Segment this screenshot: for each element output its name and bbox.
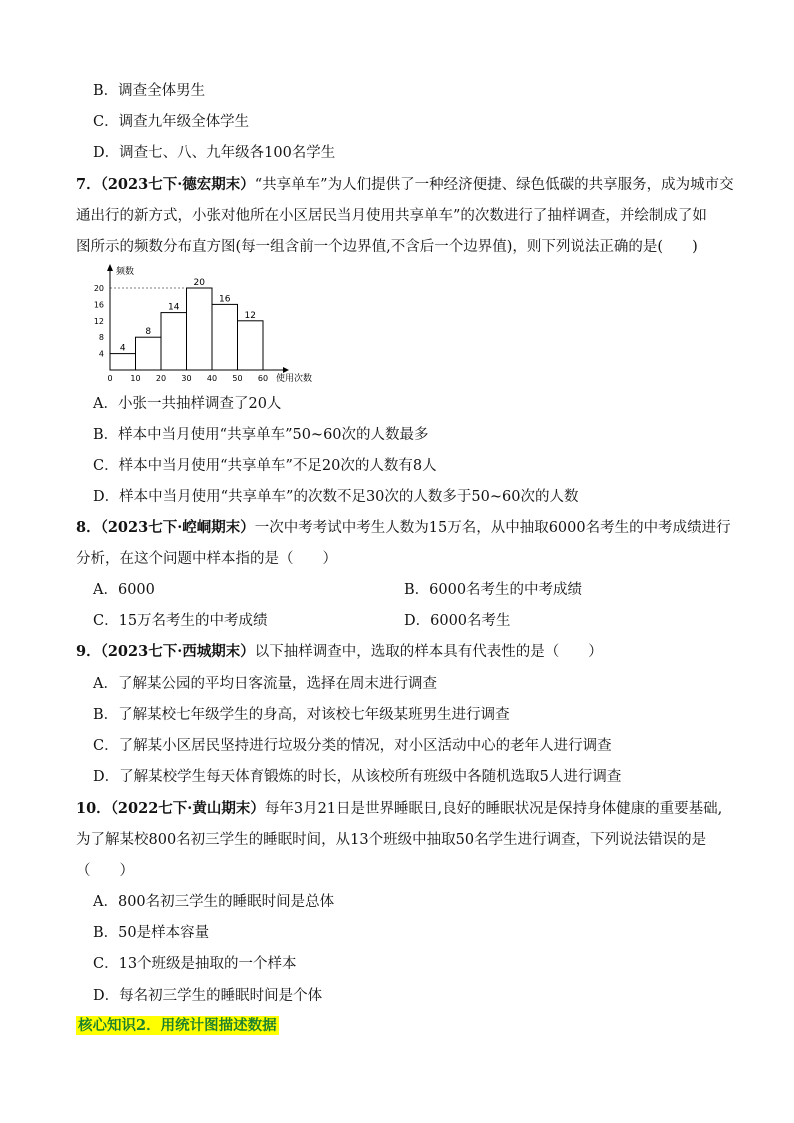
question-8-line-1 bbox=[76, 518, 731, 538]
question-source: （2023七下·崆峒期末） bbox=[100, 519, 255, 536]
x-tick-label: 50 bbox=[232, 374, 243, 383]
question-text: 以下抽样调查中，选取的样本具有代表性的是（ ） bbox=[254, 644, 603, 660]
bar-value-label: 20 bbox=[193, 278, 205, 288]
q8-option-b: B．6000名考生的中考成绩 bbox=[404, 582, 583, 598]
question-7-line-1 bbox=[76, 175, 734, 195]
y-tick-label: 20 bbox=[93, 284, 104, 293]
q9-option-c: C．了解某小区居民坚持进行垃圾分类的情况，对小区活动中心的老年人进行调查 bbox=[93, 738, 612, 754]
frequency-histogram bbox=[88, 264, 338, 386]
question-number: 10． bbox=[76, 800, 111, 817]
question-9-line-1 bbox=[76, 642, 603, 662]
question-source: （2023七下·德宏期末） bbox=[100, 176, 255, 193]
q10-option-b: B．50是样本容量 bbox=[93, 925, 210, 941]
q6-option-c: C．调查九年级全体学生 bbox=[93, 114, 250, 130]
y-tick-label: 4 bbox=[98, 349, 104, 359]
x-axis-label: 使用次数 bbox=[276, 374, 313, 384]
q8-option-d: D．6000名考生 bbox=[404, 613, 511, 629]
x-axis-arrow bbox=[283, 367, 289, 373]
x-tick-label: 40 bbox=[206, 374, 218, 383]
y-tick-label: 12 bbox=[93, 316, 104, 326]
question-8-line-2: 分析，在这个问题中样本指的是（ ） bbox=[76, 551, 337, 567]
question-7-line-3: 图所示的频数分布直方图(每一组含前一个边界值,不含后一个边界值)，则下列说法正确的是( ) bbox=[76, 239, 698, 255]
question-text: “共享单车”为人们提供了一种经济便捷、绿色低碳的共享服务，成为城市交 bbox=[254, 177, 734, 193]
y-axis-arrow bbox=[107, 264, 113, 271]
question-source: （2022七下·黄山期末） bbox=[110, 800, 265, 817]
q7-option-c: C．样本中当月使用“共享单车”不足20次的人数有8人 bbox=[93, 458, 437, 474]
bar-value-label: 16 bbox=[219, 294, 231, 305]
question-10-line-3: （ ） bbox=[76, 863, 134, 879]
q9-option-d: D．了解某校学生每天体育锻炼的时长，从该校所有班级中各随机选取5人进行调查 bbox=[93, 769, 622, 785]
x-tick-label: 0 bbox=[107, 374, 113, 383]
q7-option-a: A．小张一共抽样调查了20人 bbox=[93, 396, 282, 412]
q7-option-d: D．样本中当月使用“共享单车”的次数不足30次的人数多于50~60次的人数 bbox=[93, 489, 579, 505]
question-number: 8． bbox=[76, 519, 101, 536]
q7-option-b: B．样本中当月使用“共享单车”50~60次的人数最多 bbox=[93, 427, 429, 443]
histogram-bar bbox=[161, 313, 187, 370]
question-number: 9． bbox=[76, 643, 101, 660]
histogram-bar bbox=[110, 354, 136, 370]
section-heading-text: 核心知识2．用统计图描述数据 bbox=[78, 1017, 277, 1034]
histogram-bar bbox=[238, 321, 264, 370]
question-text: 每年3月21日是世界睡眠日,良好的睡眠状况是保持身体健康的重要基础, bbox=[264, 801, 723, 817]
q6-option-b: B．调查全体男生 bbox=[93, 83, 206, 99]
x-tick-label: 30 bbox=[181, 374, 192, 383]
histogram-bar bbox=[187, 288, 213, 370]
histogram-bar bbox=[212, 304, 238, 370]
question-10-line-2: 为了解某校800名初三学生的睡眠时间，从13个班级中抽取50名学生进行调查，下列说法错误的是 bbox=[76, 832, 707, 848]
question-10-line-1 bbox=[76, 799, 722, 819]
section-heading bbox=[76, 1016, 279, 1036]
q8-option-a: A．6000 bbox=[93, 582, 155, 598]
q8-option-c: C．15万名考生的中考成绩 bbox=[93, 613, 268, 629]
bar-value-label: 8 bbox=[145, 327, 152, 338]
q6-option-d: D．调查七、八、九年级各100名学生 bbox=[93, 145, 336, 161]
q10-option-c: C．13个班级是抽取的一个样本 bbox=[93, 956, 297, 972]
y-tick-label: 8 bbox=[98, 333, 104, 343]
x-tick-label: 20 bbox=[155, 374, 167, 383]
q9-option-a: A．了解某公园的平均日客流量，选择在周末进行调查 bbox=[93, 676, 437, 692]
y-tick-label: 16 bbox=[93, 300, 104, 310]
question-source: （2023七下·西城期末） bbox=[100, 643, 255, 660]
q9-option-b: B．了解某校七年级学生的身高，对该校七年级某班男生进行调查 bbox=[93, 707, 510, 723]
histogram-bar bbox=[136, 337, 162, 370]
bar-value-label: 14 bbox=[168, 302, 180, 313]
question-text: 一次中考考试中考生人数为15万名，从中抽取6000名考生的中考成绩进行 bbox=[254, 520, 731, 536]
question-7-line-2: 通出行的新方式，小张对他所在小区居民当月使用共享单车”的次数进行了抽样调查，并绘制成了如 bbox=[76, 208, 707, 224]
y-axis-label: 频数 bbox=[116, 267, 135, 277]
q10-option-a: A．800名初三学生的睡眠时间是总体 bbox=[93, 894, 335, 910]
bar-value-label: 12 bbox=[244, 310, 256, 321]
bar-value-label: 4 bbox=[119, 343, 126, 354]
x-tick-label: 60 bbox=[257, 374, 269, 383]
q10-option-d: D．每名初三学生的睡眠时间是个体 bbox=[93, 988, 323, 1004]
question-number: 7． bbox=[76, 176, 101, 193]
x-tick-label: 10 bbox=[130, 374, 141, 383]
